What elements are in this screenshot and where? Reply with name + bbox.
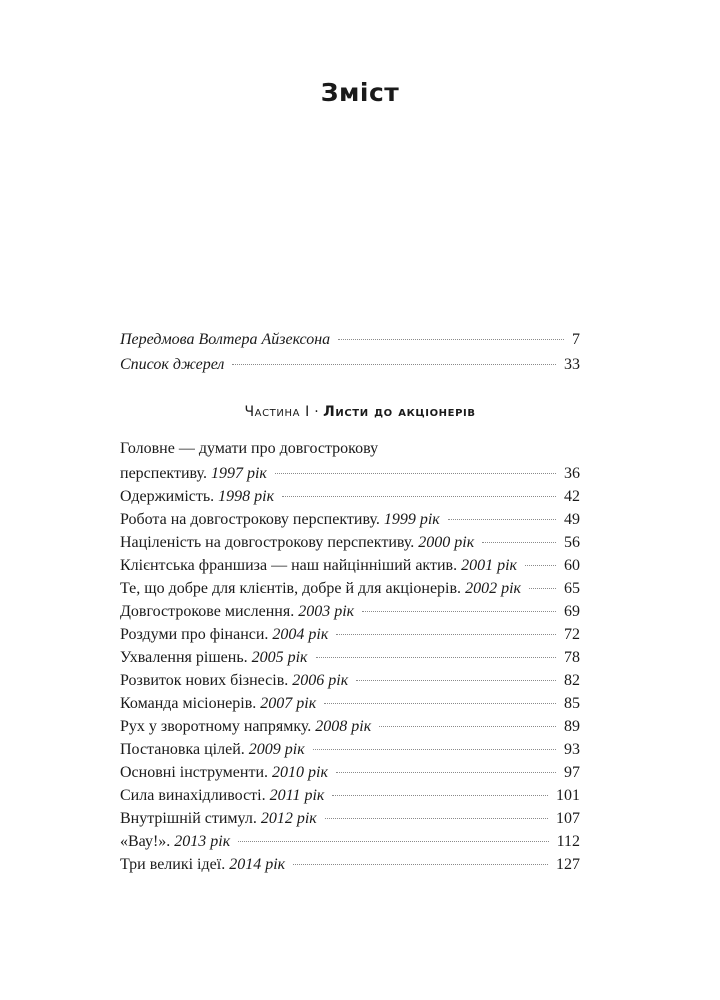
toc-page-number: 93 (564, 741, 580, 758)
dot-leader (332, 795, 548, 796)
toc-entry-title: Те, що добре для клієнтів, добре й для акціонерів. 2002 рік (120, 580, 521, 597)
toc-page-number: 56 (564, 534, 580, 551)
toc-entry-year: 2004 рік (272, 626, 329, 643)
dot-leader (356, 680, 556, 681)
toc-entry-title: Три великі ідеї. 2014 рік (120, 856, 286, 873)
toc-entry[interactable] (120, 648, 580, 668)
dot-leader (313, 749, 556, 750)
toc-entry-year: 2006 рік (292, 672, 349, 689)
dot-leader (362, 611, 556, 612)
toc-page-number: 69 (564, 603, 580, 620)
dot-leader (336, 772, 556, 773)
toc-entry-title: Сила винахідливості. 2011 рік (120, 787, 325, 804)
toc-entry-year: 1997 рік (210, 465, 267, 482)
toc-entry-year: 2012 рік (260, 810, 317, 827)
toc-page-number: 60 (564, 557, 580, 574)
toc-entry[interactable] (120, 694, 580, 714)
toc-entry[interactable] (120, 533, 580, 553)
dot-leader (379, 726, 556, 727)
toc-page-number: 36 (564, 465, 580, 482)
toc-entry[interactable] (120, 671, 580, 691)
part-separator: · (314, 404, 319, 420)
toc-entry-title: Передмова Волтера Айзексона (120, 331, 331, 348)
page-title: Зміст (320, 78, 400, 107)
toc-page-number: 89 (564, 718, 580, 735)
dot-leader (293, 864, 548, 865)
dot-leader (336, 634, 556, 635)
toc-entry-year: 2005 рік (251, 649, 308, 666)
toc-page-number: 82 (564, 672, 580, 689)
dot-leader (482, 542, 556, 543)
toc-entry-title: перспективу. 1997 рік (120, 465, 267, 482)
dot-leader (232, 364, 556, 365)
part-title: Листи до акціонерів (323, 404, 476, 420)
toc-entry[interactable] (120, 556, 580, 576)
part-heading (0, 402, 720, 422)
toc-page-number: 107 (556, 810, 580, 827)
toc-entry-title: Націленість на довгострокову перспективу. 2000 рік (120, 534, 475, 551)
toc-entry-year: 2009 рік (248, 741, 305, 758)
toc-entry-year: 2000 рік (418, 534, 475, 551)
toc-entry-year: 2011 рік (269, 787, 325, 804)
toc-page-number: 85 (564, 695, 580, 712)
toc-page-number: 101 (556, 787, 580, 804)
toc-page-number: 78 (564, 649, 580, 666)
toc-entry-title: Постановка цілей. 2009 рік (120, 741, 305, 758)
toc-entry-year: 2003 рік (298, 603, 355, 620)
toc-entry[interactable] (120, 487, 580, 507)
dot-leader (282, 496, 556, 497)
toc-entry-year: 2010 рік (272, 764, 328, 781)
toc-entry-title: Ухвалення рішень. 2005 рік (120, 649, 308, 666)
toc-entry-foreword[interactable] (120, 330, 580, 350)
toc-entry-year: 2007 рік (260, 695, 317, 712)
toc-page-number: 42 (564, 488, 580, 505)
toc-entry-title: Одержимість. 1998 рік (120, 488, 275, 505)
toc-entry[interactable] (120, 763, 580, 783)
toc-entry[interactable] (120, 786, 580, 806)
toc-entry[interactable] (120, 464, 580, 484)
toc-entry-title: Довгострокове мислення. 2003 рік (120, 603, 355, 620)
toc-entry[interactable] (120, 510, 580, 530)
toc-entry-title: Основні інструменти. 2010 рік (120, 764, 328, 781)
toc-entry[interactable] (120, 717, 580, 737)
toc-entry-year: 2013 рік (174, 833, 231, 850)
toc-entry-title: Внутрішній стимул. 2012 рік (120, 810, 317, 827)
toc-entry-title: Розвиток нових бізнесів. 2006 рік (120, 672, 349, 689)
toc-page-number: 7 (572, 331, 580, 348)
toc-entry-title: Роздуми про фінанси. 2004 рік (120, 626, 329, 643)
toc-entry[interactable] (120, 855, 580, 875)
toc-entry-title: Робота на довгострокову перспективу. 1999 рік (120, 511, 440, 528)
dot-leader (448, 519, 556, 520)
dot-leader (525, 565, 556, 566)
toc-entry-year: 2014 рік (229, 856, 286, 873)
toc-entry-title: Клієнтська франшиза — наш найцінніший актив. 2001 рік (120, 557, 518, 574)
dot-leader (529, 588, 556, 589)
toc-page-number: 65 (564, 580, 580, 597)
toc-page-number: 97 (564, 764, 580, 781)
toc-entry-title: Команда місіонерів. 2007 рік (120, 695, 317, 712)
toc-entry[interactable] (120, 832, 580, 852)
toc-entry-sources[interactable] (120, 355, 580, 375)
toc-entry-title: «Вау!». 2013 рік (120, 833, 231, 850)
toc-entry-title: Список джерел (120, 356, 225, 373)
toc-entry[interactable] (120, 625, 580, 645)
dot-leader (275, 473, 556, 474)
toc-page-number: 49 (564, 511, 580, 528)
toc-entry[interactable] (120, 602, 580, 622)
part-label: Частина I (244, 404, 310, 420)
toc-page-number: 127 (556, 856, 580, 873)
toc-entry-first-line: Головне — думати про довгострокову (120, 440, 379, 457)
dot-leader (325, 818, 548, 819)
toc-entry-title: Рух у зворотному напрямку. 2008 рік (120, 718, 372, 735)
toc-entry-year: 2002 рік (465, 580, 521, 597)
toc-entry[interactable] (120, 579, 580, 599)
toc-entry-year: 1998 рік (218, 488, 275, 505)
toc-entry-year: 1999 рік (383, 511, 440, 528)
toc-page-number: 33 (564, 356, 580, 373)
toc-page-number: 72 (564, 626, 580, 643)
toc-entry-year: 2001 рік (461, 557, 518, 574)
toc-entry[interactable] (120, 809, 580, 829)
dot-leader (316, 657, 556, 658)
dot-leader (324, 703, 556, 704)
dot-leader (238, 841, 548, 842)
toc-page-number: 112 (556, 833, 580, 850)
dot-leader (338, 339, 564, 340)
toc-entry[interactable] (120, 740, 580, 760)
toc-entry-year: 2008 рік (315, 718, 372, 735)
